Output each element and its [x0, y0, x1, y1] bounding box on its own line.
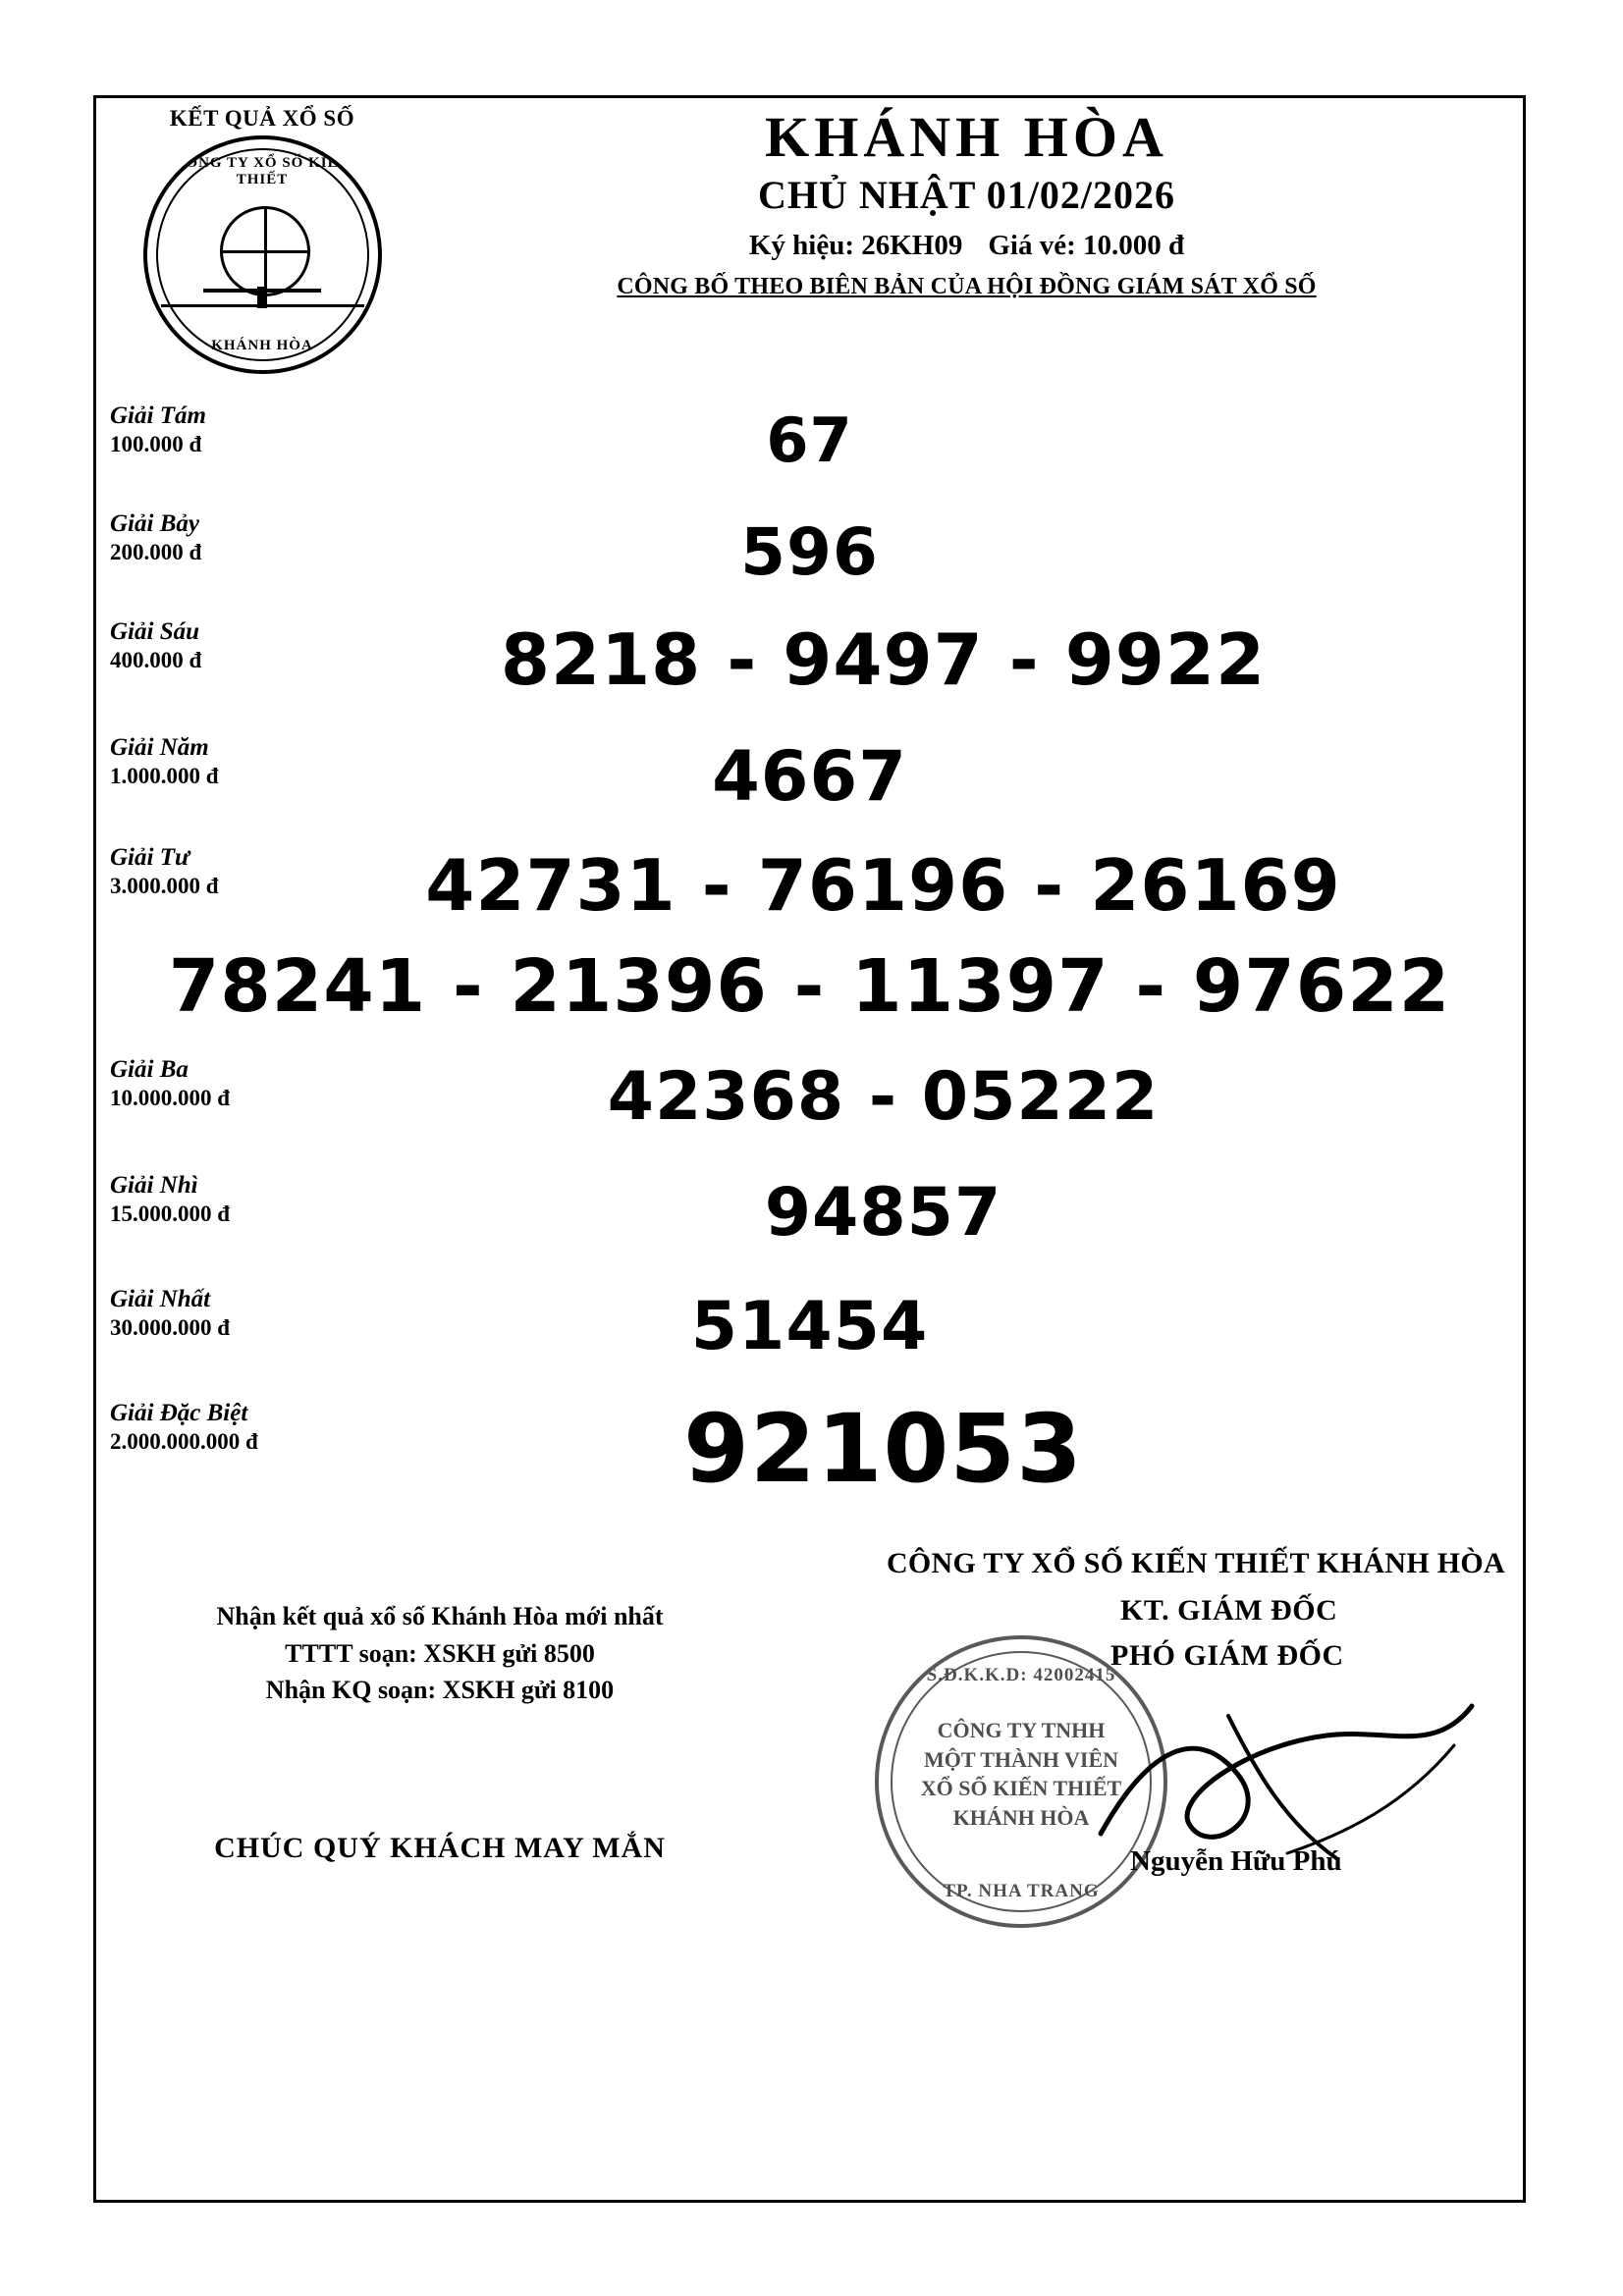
- sms-line-2: TTTT soạn: XSKH gửi 8500: [285, 1638, 595, 1668]
- logo-bottom-text: KHÁNH HÒA: [211, 338, 313, 353]
- announcement-note: CÔNG BỐ THEO BIÊN BẢN CỦA HỘI ĐỒNG GIÁM SÁT XỔ SỐ: [617, 273, 1317, 299]
- prize-amount: 1.000.000 đ: [110, 763, 219, 788]
- signer-title-line2: PHÓ GIÁM ĐỐC: [1110, 1639, 1344, 1672]
- logo-arc-text: CÔNG TY XỔ SỐ KIẾN THIẾT: [174, 155, 351, 187]
- prize-row-five: [96, 734, 1523, 844]
- prize-name: Giải Nhất: [110, 1286, 211, 1312]
- prize-numbers-five: 4667: [712, 736, 907, 817]
- prize-name: Giải Ba: [110, 1056, 189, 1083]
- prize-numbers-four-line1: 42731 - 76196 - 26169: [425, 844, 1341, 927]
- brand-title: KẾT QUẢ XỔ SỐ: [169, 106, 355, 131]
- stamp-company-lines: CÔNG TY TNHH MỘT THÀNH VIÊN XỔ SỐ KIẾN THIẾT KHÁNH HÒA: [920, 1718, 1122, 1831]
- prize-label-special: [110, 1400, 405, 1455]
- prize-label-five: [110, 734, 405, 789]
- prize-numbers-one: 51454: [690, 1288, 929, 1365]
- draw-date: CHỦ NHẬT 01/02/2026: [758, 172, 1175, 217]
- signature-area: [816, 1588, 1503, 1912]
- prize-amount: 400.000 đ: [110, 647, 202, 672]
- prize-row-three: [96, 1056, 1523, 1172]
- prize-label-eight: [110, 402, 405, 457]
- wave-icon: [161, 304, 364, 337]
- prize-name: Giải Đặc Biệt: [110, 1400, 248, 1426]
- prize-numbers-seven: 596: [740, 514, 879, 590]
- prize-name: Giải Bảy: [110, 510, 199, 537]
- prize-amount: 2.000.000.000 đ: [110, 1428, 258, 1454]
- results-table: [96, 402, 1523, 1547]
- ticket-symbol: Ký hiệu: 26KH09: [748, 229, 963, 261]
- prize-label-six: [110, 618, 405, 673]
- prize-label-three: [110, 1056, 405, 1111]
- prize-numbers-two: 94857: [764, 1174, 1002, 1252]
- prize-numbers-three: 42368 - 05222: [607, 1058, 1160, 1136]
- prize-amount: 10.000.000 đ: [110, 1085, 231, 1110]
- prize-label-four: [110, 844, 405, 899]
- prize-numbers-six: 8218 - 9497 - 9922: [500, 618, 1267, 701]
- prize-numbers-special: 921053: [683, 1394, 1083, 1504]
- header-center: [420, 105, 1513, 300]
- prize-amount: 30.000.000 đ: [110, 1314, 231, 1340]
- prize-numbers-four-line2: 78241 - 21396 - 11397 - 97622: [168, 944, 1451, 1029]
- prize-name: Giải Năm: [110, 734, 209, 761]
- prize-label-two: [110, 1172, 405, 1227]
- sms-line-1: Nhận kết quả xổ số Khánh Hòa mới nhất: [216, 1602, 664, 1630]
- ticket-header: [96, 98, 1523, 402]
- prize-row-seven: [96, 510, 1523, 618]
- ticket-price: Giá vé: 10.000 đ: [988, 229, 1185, 261]
- globe-icon: [220, 206, 310, 296]
- prize-numbers-eight: 67: [766, 404, 853, 476]
- stamp-city: TP. NHA TRANG: [943, 1881, 1100, 1901]
- ticket-meta: [420, 230, 1513, 262]
- prize-row-four: [96, 844, 1523, 948]
- stamp-registration-number: S.Đ.K.K.D: 42002415: [926, 1665, 1116, 1685]
- prize-amount: 100.000 đ: [110, 431, 202, 456]
- prize-row-special: [96, 1394, 1523, 1547]
- prize-row-eight: [96, 402, 1523, 510]
- ticket-footer: [96, 1547, 1523, 1930]
- prize-amount: 15.000.000 đ: [110, 1201, 231, 1226]
- prize-name: Giải Tám: [110, 402, 206, 429]
- prize-row-six: [96, 618, 1523, 734]
- company-name: CÔNG TY XỔ SỐ KIẾN THIẾT KHÁNH HÒA: [886, 1547, 1505, 1579]
- prize-row-four-continued: [96, 944, 1523, 1056]
- sms-line-3: Nhận KQ soạn: XSKH gửi 8100: [265, 1676, 615, 1705]
- province-title: KHÁNH HÒA: [765, 105, 1168, 169]
- prize-label-seven: [110, 510, 405, 565]
- prize-name: Giải Tư: [110, 844, 189, 871]
- signer-name: Nguyễn Hữu Phú: [1130, 1845, 1342, 1877]
- prize-row-two: [96, 1172, 1523, 1286]
- sms-info: [135, 1598, 744, 1709]
- prize-name: Giải Nhì: [110, 1172, 198, 1199]
- good-luck-message: CHÚC QUÝ KHÁCH MAY MẮN: [214, 1832, 666, 1864]
- prize-amount: 200.000 đ: [110, 539, 202, 564]
- prize-amount: 3.000.000 đ: [110, 873, 219, 898]
- prize-row-one: [96, 1286, 1523, 1400]
- company-logo-icon: [143, 135, 382, 374]
- signer-title-line1: KT. GIÁM ĐỐC: [1120, 1594, 1338, 1627]
- prize-name: Giải Sáu: [110, 618, 200, 645]
- prize-label-one: [110, 1286, 405, 1341]
- ticket-card: [93, 95, 1526, 2203]
- brand-block: [110, 106, 414, 374]
